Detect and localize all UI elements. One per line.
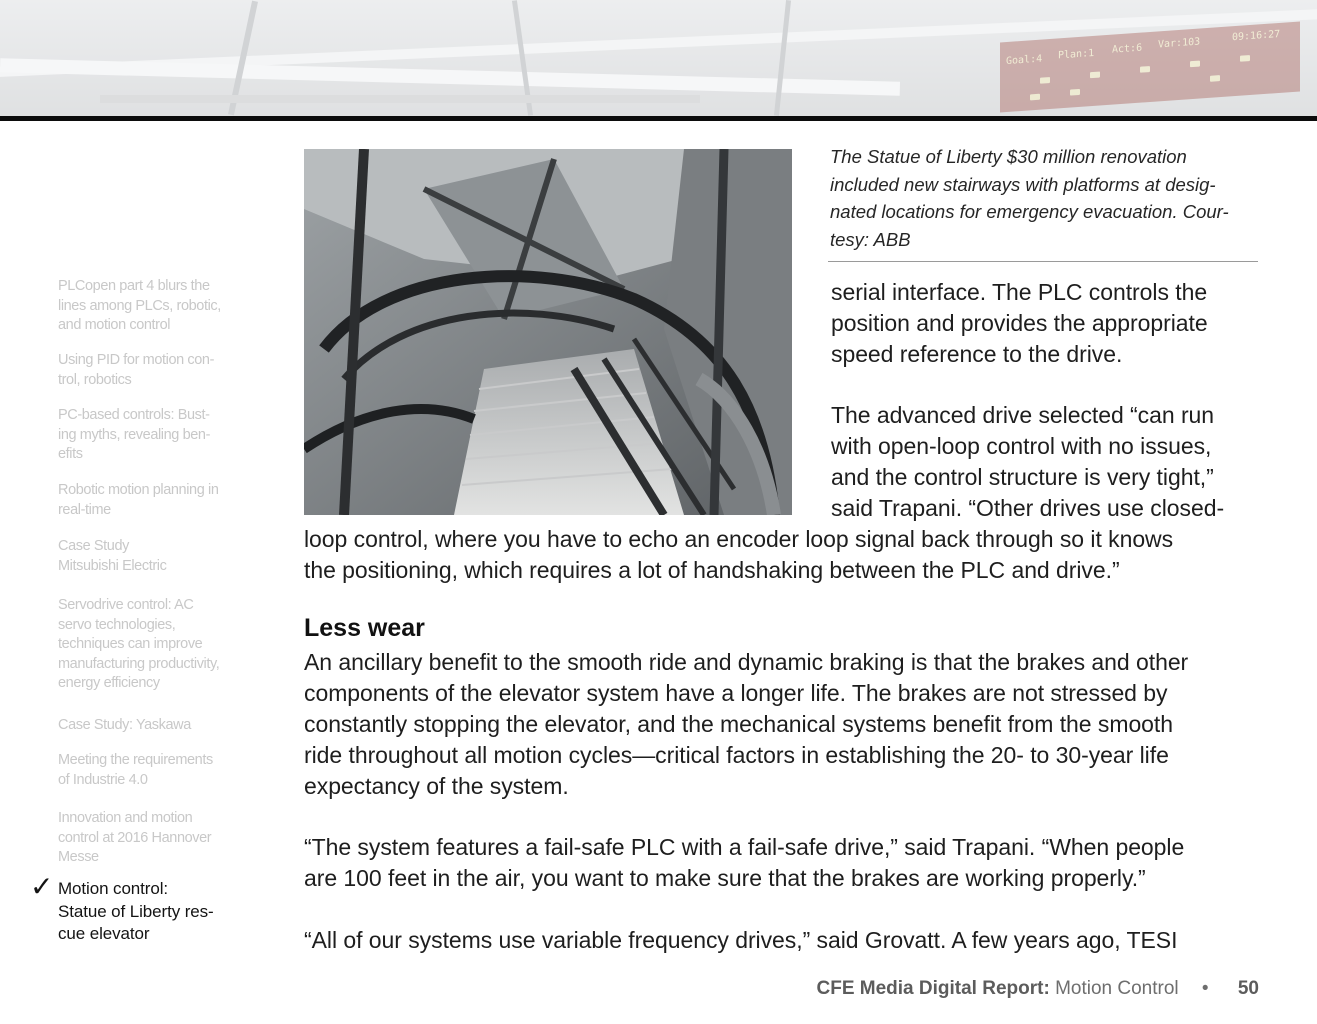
staircase-photo — [304, 149, 792, 515]
paragraph-ancillary-benefit: An ancillary benefit to the smooth ride and dynamic braking is that the brakes and other components of the elevator system have a longer life. The brakes are not stressed by constantly stopping the elevator, and the mechanical systems benefit from the smooth ride throughout all motion cycles—critical factors in establishing the 20- to 30-year life expectancy of the system. — [304, 649, 1189, 799]
footer-section: Motion Control — [1055, 978, 1179, 999]
sidebar-item-case-study-mitsubishi[interactable]: Case Study Mitsubishi Electric — [58, 538, 167, 574]
sidebar-item-hannover-messe[interactable]: Innovation and motion control at 2016 Hannover Messe — [58, 810, 212, 865]
sidebar-item-pid-motion-control[interactable]: Using PID for motion con- trol, robotics — [58, 352, 215, 388]
paragraph-advanced-drive: The advanced drive selected “can run with open-loop control with no issues, and the control structure is very tight,” said Trapani. “Other drives use closed- — [831, 402, 1225, 521]
sidebar-item-industrie-4[interactable]: Meeting the requirements of Industrie 4.0 — [58, 752, 213, 788]
caption-divider — [828, 261, 1258, 262]
page-footer — [817, 978, 1260, 1000]
sidebar-item-servodrive-control[interactable]: Servodrive control: AC servo technologies, techniques can improve manufacturing productivity, energy efficiency — [58, 597, 220, 691]
sidebar-item-plcopen-part4[interactable]: PLCopen part 4 blurs the lines among PLCs, robotic, and motion control — [58, 278, 221, 333]
header-divider — [0, 116, 1317, 121]
paragraph-advanced-drive-continued: loop control, where you have to echo an encoder loop signal back through so it knows the positioning, which requires a lot of handshaking between the PLC and drive.” — [304, 526, 1174, 583]
sidebar-item-robotic-motion-planning[interactable]: Robotic motion planning in real-time — [58, 482, 219, 518]
banner-display-panel: Goal:4 Plan:1 Act:6 Var:103 09:16:27 — [1000, 22, 1300, 113]
sidebar-item-case-study-yaskawa[interactable]: Case Study: Yaskawa — [58, 717, 191, 733]
paragraph-fail-safe-plc: “The system features a fail-safe PLC with a fail-safe drive,” said Trapani. “When people are 100 feet in the air, you want to make sure that the brakes are working properly.” — [304, 834, 1185, 891]
sidebar-item-statue-of-liberty[interactable]: Motion control: Statue of Liberty res- cue elevator — [58, 879, 214, 943]
section-heading-less-wear: Less wear — [304, 614, 425, 642]
header-banner-image — [0, 0, 1317, 116]
sidebar-item-pc-based-controls[interactable]: PC-based controls: Bust- ing myths, revealing ben- efits — [58, 407, 210, 462]
footer-publication: CFE Media Digital Report: — [816, 978, 1050, 999]
photo-caption: The Statue of Liberty $30 million renovation included new stairways with platforms at desig- nated locations for emergency evacuation. Cour- tesy: ABB — [830, 146, 1229, 250]
paragraph-variable-frequency: “All of our systems use variable frequency drives,” said Grovatt. A few years ago, TESI — [304, 927, 1178, 953]
current-article-check-icon: ✓ — [30, 870, 54, 903]
footer-separator: • — [1201, 978, 1209, 999]
paragraph-serial-interface: serial interface. The PLC controls the position and provides the appropriate speed reference to the drive. — [831, 279, 1208, 367]
page-number: 50 — [1237, 978, 1259, 999]
